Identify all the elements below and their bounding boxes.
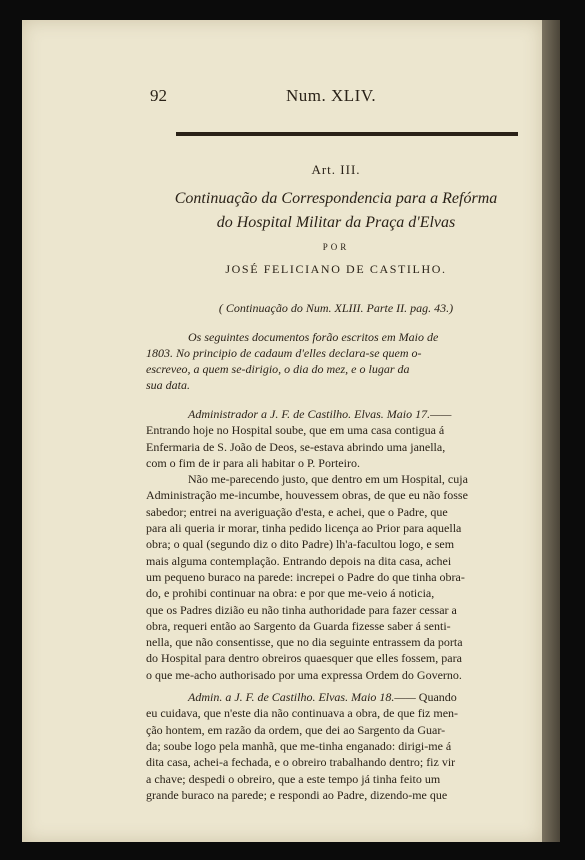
intro-line: 1803. No principio de cadaum d'elles declara-se quem o- [146,346,422,360]
body-line: nella, que não consentisse, que no dia seguinte entrassem da porta [146,635,463,650]
page-content [146,86,526,802]
running-title: Num. XLIV. [286,86,377,105]
letter2-heading-line [146,689,526,705]
body-line: Enfermaria de S. João de Deos, se-estava abrindo uma janella, [146,439,446,454]
running-head [146,86,526,112]
body-line: para ali queria ir morar, tinha pedido licença ao Prior para aquella [146,521,462,536]
article-title-line2: do Hospital Militar da Praça d'Elvas [216,214,456,231]
body-line: que os Padres dizião eu não tinha authoridade para fazer cessar a [146,602,457,617]
body-line: a chave; despedi o obreiro, que a este tempo já tinha feito um [146,771,441,786]
intro-line: escreveo, a quem se-dirigio, o dia do mez, e o lugar da [146,362,410,376]
body-line: Não me-parecendo justo, que dentro em um Hospital, cuja [188,472,468,487]
body-line: obra; o qual (segundo diz o dito Padre) lh'a-facultou logo, e sem [146,537,455,552]
body-line: eu cuidava, que n'este dia não continuava a obra, de que fiz men- [146,706,459,721]
page-number: 92 [150,86,167,105]
continuation-note: ( Continuação do Num. XLIII. Parte II. pag. 43.) [218,301,454,315]
body-line: dita casa, achei-a fechada, e o obreiro trabalhando dentro; fiz vir [146,755,456,770]
intro-line: Os seguintes documentos forão escritos em Maio de [188,330,439,344]
letter2-heading-tail: Quando [418,690,457,705]
body-line: um pequeno buraco na parede: increpei o Padre do que tinha obra- [146,569,465,584]
body-line: com o fim de ir para ali habitar o P. Porteiro. [146,455,360,470]
body-line: grande buraco na parede; e respondi ao Padre, dizendo-me que [146,787,448,802]
letter1-heading: Administrador a J. F. de Castilho. Elvas. Maio 17.—— [188,407,452,421]
page-edge [542,20,560,842]
intro-line: sua data. [146,378,191,392]
article-title-line1: Continuação da Correspondencia para a Refórma [174,190,498,207]
body-line: o que me-acho authorisado por uma expressa Ordem do Governo. [146,667,462,682]
body-line: do, e prohibi continuar na obra: e por que me-veio á noticia, [146,586,435,601]
letter2-heading: Admin. a J. F. de Castilho. Elvas. Maio 18.—— [188,690,416,705]
body-line: do Hospital para dentro obreiros quaesquer que elles fossem, para [146,651,462,666]
letters-body [146,406,526,803]
author-name: JOSÉ FELICIANO DE CASTILHO. [225,262,447,276]
byline-por: POR [322,242,350,252]
body-line: obra, requeri então ao Sargento da Guarda fizesse saber á senti- [146,618,451,633]
article-label: Art. III. [311,162,361,177]
body-line: mais alguma contemplação. Entrando depois na dita casa, achei [146,553,452,568]
header-rule [176,132,518,136]
body-line: sabedor; entrei na averiguação d'esta, e achei, que o Padre, que [146,504,448,519]
intro-paragraph [146,329,526,393]
body-line: Administração me-incumbe, houvessem obras, de que eu não fosse [146,488,468,503]
body-line: da; soube logo pela manhã, que me-tinha enganado: dirigi-me á [146,738,452,753]
body-line: ção hontem, em razão da ordem, que dei ao Sargento da Guar- [146,722,446,737]
body-line: Entrando hoje no Hospital soube, que em uma casa contigua á [146,423,445,438]
